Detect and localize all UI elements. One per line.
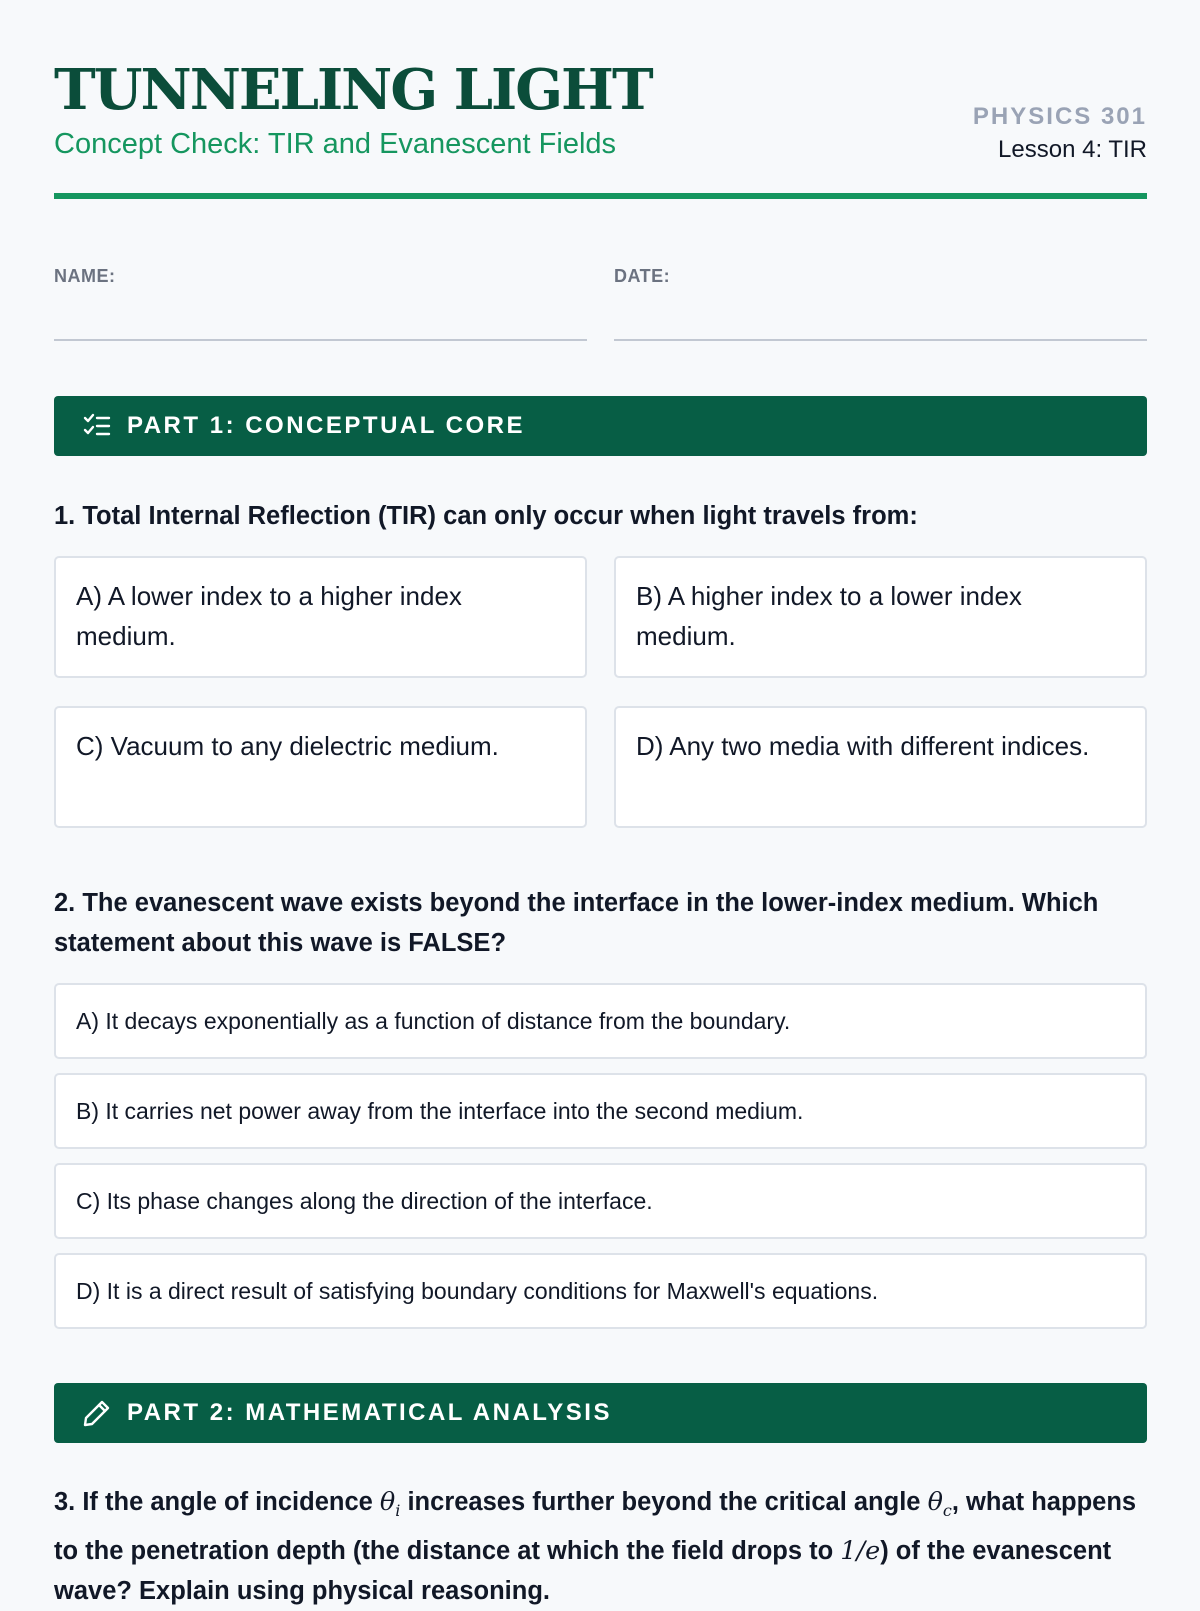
pencil-icon	[82, 1398, 112, 1428]
date-label: DATE:	[614, 266, 671, 286]
question-3	[54, 1482, 1147, 1611]
q1-choice-a[interactable]: A) A lower index to a higher index medium.	[54, 556, 587, 678]
course-code: PHYSICS 301	[972, 103, 1147, 130]
page-title: TUNNELING LIGHT	[54, 57, 652, 123]
q1-choice-b[interactable]: B) A higher index to a lower index medium.	[614, 556, 1147, 678]
theta-i-base: θ	[379, 1487, 396, 1517]
section-title-part1: PART 1: CONCEPTUAL CORE	[127, 412, 525, 439]
theta-c-base: θ	[927, 1487, 943, 1517]
q1-choice-c[interactable]: C) Vacuum to any dielectric medium.	[54, 706, 587, 828]
header-divider	[54, 193, 1147, 199]
q3-text-part-a: 3. If the angle of incidence	[54, 1488, 380, 1516]
theta-i-subscript: i	[395, 1501, 401, 1521]
q3-text-part-b: increases further beyond the critical angle	[400, 1488, 928, 1516]
section-title-part2: PART 2: MATHEMATICAL ANALYSIS	[127, 1399, 612, 1426]
q2-choice-d[interactable]: D) It is a direct result of satisfying boundary conditions for Maxwell's equations.	[54, 1253, 1147, 1329]
q2-choice-a[interactable]: A) It decays exponentially as a function of distance from the boundary.	[54, 983, 1147, 1059]
name-input-line[interactable]	[54, 339, 587, 341]
section-header-part2	[54, 1383, 1147, 1443]
q1-choice-d[interactable]: D) Any two media with different indices.	[614, 706, 1147, 828]
q2-choice-c[interactable]: C) Its phase changes along the direction of the interface.	[54, 1163, 1147, 1239]
date-input-line[interactable]	[614, 339, 1147, 341]
q3-text-part-c: , what happens to the penetration depth (the distance at which the field drops to	[54, 1488, 1137, 1566]
lesson-label: Lesson 4: TIR	[998, 136, 1147, 163]
worksheet-header	[54, 58, 1147, 200]
page-subtitle: Concept Check: TIR and Evanescent Fields	[54, 128, 617, 160]
section-header-part1	[54, 396, 1147, 456]
q3-text-part-d: ) of the evanescent wave? Explain using physical reasoning.	[54, 1537, 1112, 1606]
checklist-icon	[82, 411, 112, 441]
name-label: NAME:	[54, 266, 116, 286]
question-2: 2. The evanescent wave exists beyond the interface in the lower-index medium. Which statement about this wave is FALSE?	[54, 889, 1099, 957]
one-over-e-symbol: 1/e	[840, 1536, 881, 1567]
theta-c-subscript: c	[942, 1501, 952, 1521]
q2-choice-b[interactable]: B) It carries net power away from the interface into the second medium.	[54, 1073, 1147, 1149]
theta-i-symbol	[379, 1487, 401, 1521]
theta-c-symbol	[927, 1487, 952, 1521]
question-1: 1. Total Internal Reflection (TIR) can only occur when light travels from:	[54, 502, 918, 530]
